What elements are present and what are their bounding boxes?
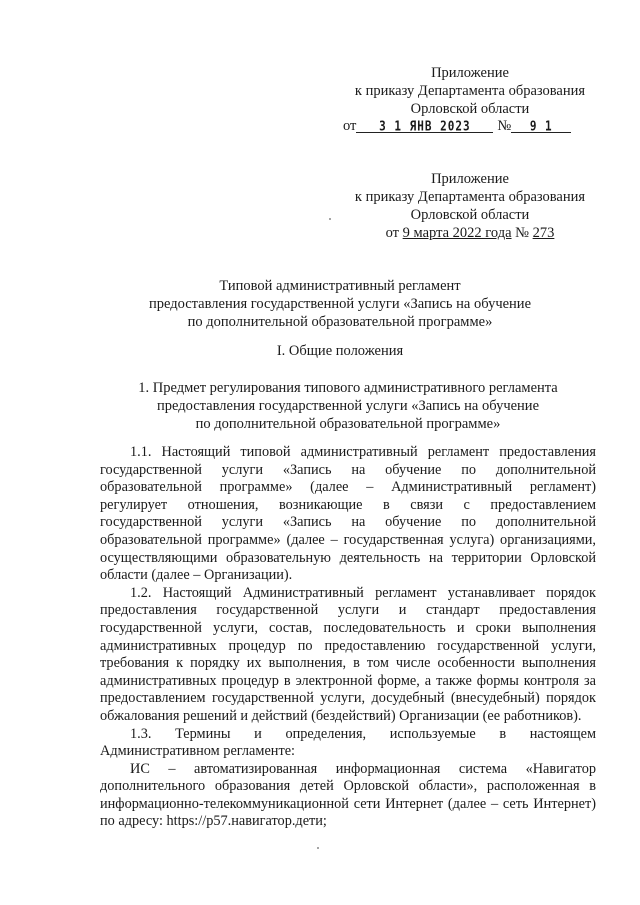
appendix-top-title: Приложение (431, 65, 509, 81)
paragraph-1-1: 1.1. Настоящий типовой административный регламент предоставления государственной услуги «Запись на обучение по дополнительной образовательной программе» (далее – Административный регламент) регулирует отношения, возникающие в связи с предоставлением государственной услуги «Запись на обучение по дополнительной образовательной программе» (далее – государственная услуга) организациями, осуществляющими образовательную деятельность на территории Орловской области (далее – Организации). (100, 444, 596, 584)
appendix-top-line3: Орловской области (410, 101, 530, 117)
scan-speck (317, 847, 319, 849)
stamp-date: 3 1 ЯНВ 2023 (379, 118, 471, 135)
appendix-second-title: Приложение (431, 171, 509, 187)
date-prefix: от (385, 225, 403, 241)
appendix-top-line2: к приказу Департамента образования (354, 83, 586, 99)
from-label: от (343, 118, 357, 134)
section-heading (90, 342, 590, 360)
number-sign: № (511, 225, 533, 241)
appendix-top (330, 64, 610, 118)
paragraph-1-3: 1.3. Термины и определения, используемые в настоящем Административном регламенте: (100, 725, 596, 760)
appendix-second-date-line (330, 224, 610, 242)
number-value: 273 (532, 225, 555, 241)
scan-speck (329, 218, 331, 220)
paragraph-1-2: 1.2. Настоящий Административный регламент устанавливает порядок предоставления государственной услуги и стандарт предоставления государственной услуги, состав, последовательность и сроки выполнения административных процедур по предоставлению государственной услуги, требования к порядку их выполнения, в том числе особенности выполнения административных процедур в электронной форме, а также формы контроля за предоставлением государственной услуги, досудебный (внесудебный) порядок обжалования решений и действий (бездействий) Организации (ее работников). (100, 584, 596, 724)
date-field (356, 117, 493, 133)
subsection-line-3: по дополнительной образовательной программе» (195, 416, 501, 432)
date-value: 9 марта 2022 года (402, 225, 512, 241)
section-heading-text: I. Общие положения (276, 343, 404, 359)
title-line-2: предоставления государственной услуги «Запись на обучение (148, 296, 532, 312)
body-text (100, 444, 596, 831)
appendix-second (330, 170, 610, 242)
title-line-3: по дополнительной образовательной программе» (187, 314, 493, 330)
stamp-number: 9 1 (529, 118, 553, 135)
subsection-line-1: 1. Предмет регулирования типового административного регламента (138, 380, 558, 396)
paragraph-is-definition: ИС – автоматизированная информационная система «Навигатор дополнительного образования детей Орловской области», расположенная в информационно-телекоммуникационной сети Интернет (далее – сеть Интернет) по адресу: https://p57.навигатор.дети; (100, 760, 596, 830)
subsection-heading (100, 379, 596, 433)
subsection-line-2: предоставления государственной услуги «Запись на обучение (156, 398, 540, 414)
title-line-1: Типовой административный регламент (219, 278, 461, 294)
number-field (511, 117, 571, 133)
number-sign: № (497, 118, 512, 134)
appendix-top-signature-line (343, 117, 583, 135)
document-title (90, 277, 590, 331)
appendix-second-line3: Орловской области (410, 207, 530, 223)
appendix-second-line2: к приказу Департамента образования (354, 189, 586, 205)
